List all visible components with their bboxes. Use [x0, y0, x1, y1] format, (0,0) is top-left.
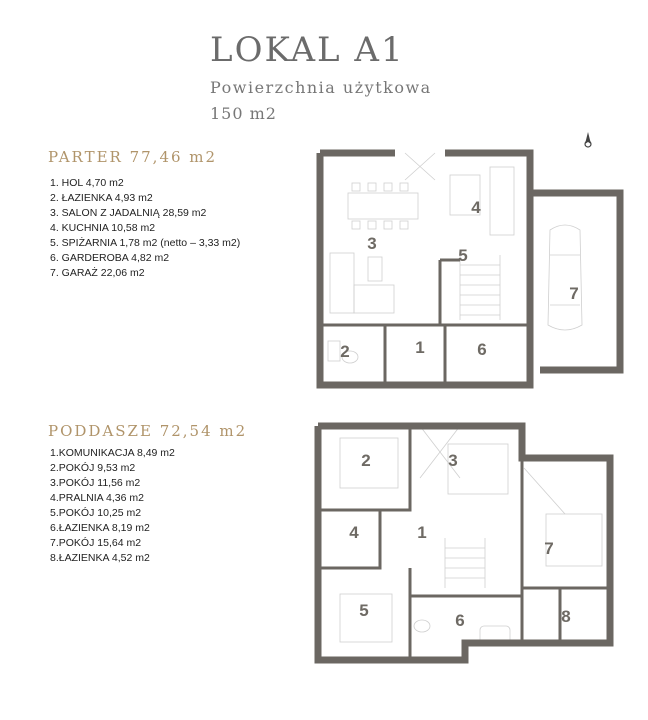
room-number: 7: [544, 539, 554, 558]
room-number: 8: [561, 607, 571, 626]
room-number: 2: [340, 342, 350, 361]
list-item: 7.POKÓJ 15,64 m2: [50, 537, 142, 549]
room-number: 4: [349, 523, 359, 542]
list-item: 4. KUCHNIA 10,58 m2: [50, 222, 156, 234]
parter-title: PARTER 77,46 m2: [48, 148, 218, 166]
room-number: 4: [471, 198, 481, 217]
total-area: 150 m2: [210, 104, 277, 123]
page-title: LOKAL A1: [210, 30, 405, 70]
dining-table: [348, 193, 418, 219]
room-number: 5: [359, 601, 369, 620]
page-subtitle: Powierzchnia użytkowa: [210, 78, 432, 97]
room-number: 3: [367, 234, 377, 253]
parter-floor-plan: [310, 145, 630, 395]
room-number: 6: [477, 340, 487, 359]
list-item: 3.POKÓJ 11,56 m2: [50, 477, 141, 489]
list-item: 4.PRALNIA 4,36 m2: [50, 492, 144, 504]
list-item: 6. GARDEROBA 4,82 m2: [50, 252, 170, 264]
car-outline: [548, 225, 582, 330]
list-item: 5.POKÓJ 10,25 m2: [50, 507, 142, 519]
room-number: 7: [569, 284, 579, 303]
room-number: 6: [455, 611, 465, 630]
room-number: 2: [361, 451, 371, 470]
list-item: 8.ŁAZIENKA 4,52 m2: [50, 552, 150, 564]
wall: [320, 153, 530, 385]
room-number: 5: [458, 246, 468, 265]
list-item: 2. ŁAZIENKA 4,93 m2: [50, 192, 153, 204]
wall: [530, 193, 620, 370]
wall: [318, 426, 522, 660]
list-item: 7. GARAŻ 22,06 m2: [50, 267, 145, 279]
list-item: 2.POKÓJ 9,53 m2: [50, 462, 136, 474]
wall: [440, 260, 460, 325]
list-item: 6.ŁAZIENKA 8,19 m2: [50, 522, 150, 534]
poddasze-title: PODDASZE 72,54 m2: [48, 422, 248, 440]
list-item: 5. SPIŻARNIA 1,78 m2 (netto – 3,33 m2): [50, 237, 241, 249]
sofa: [330, 253, 354, 313]
list-item: 1.KOMUNIKACJA 8,49 m2: [50, 447, 175, 459]
poddasze-room-list: [50, 446, 175, 566]
room-number: 3: [448, 451, 458, 470]
list-item: 3. SALON Z JADALNIĄ 28,59 m2: [50, 207, 207, 219]
wall: [320, 153, 530, 323]
room-number: 1: [415, 338, 425, 357]
poddasze-floor-plan: [310, 418, 630, 668]
room-number: 1: [417, 523, 427, 542]
list-item: 1. HOL 4,70 m2: [50, 177, 124, 189]
parter-room-list: [50, 176, 240, 281]
